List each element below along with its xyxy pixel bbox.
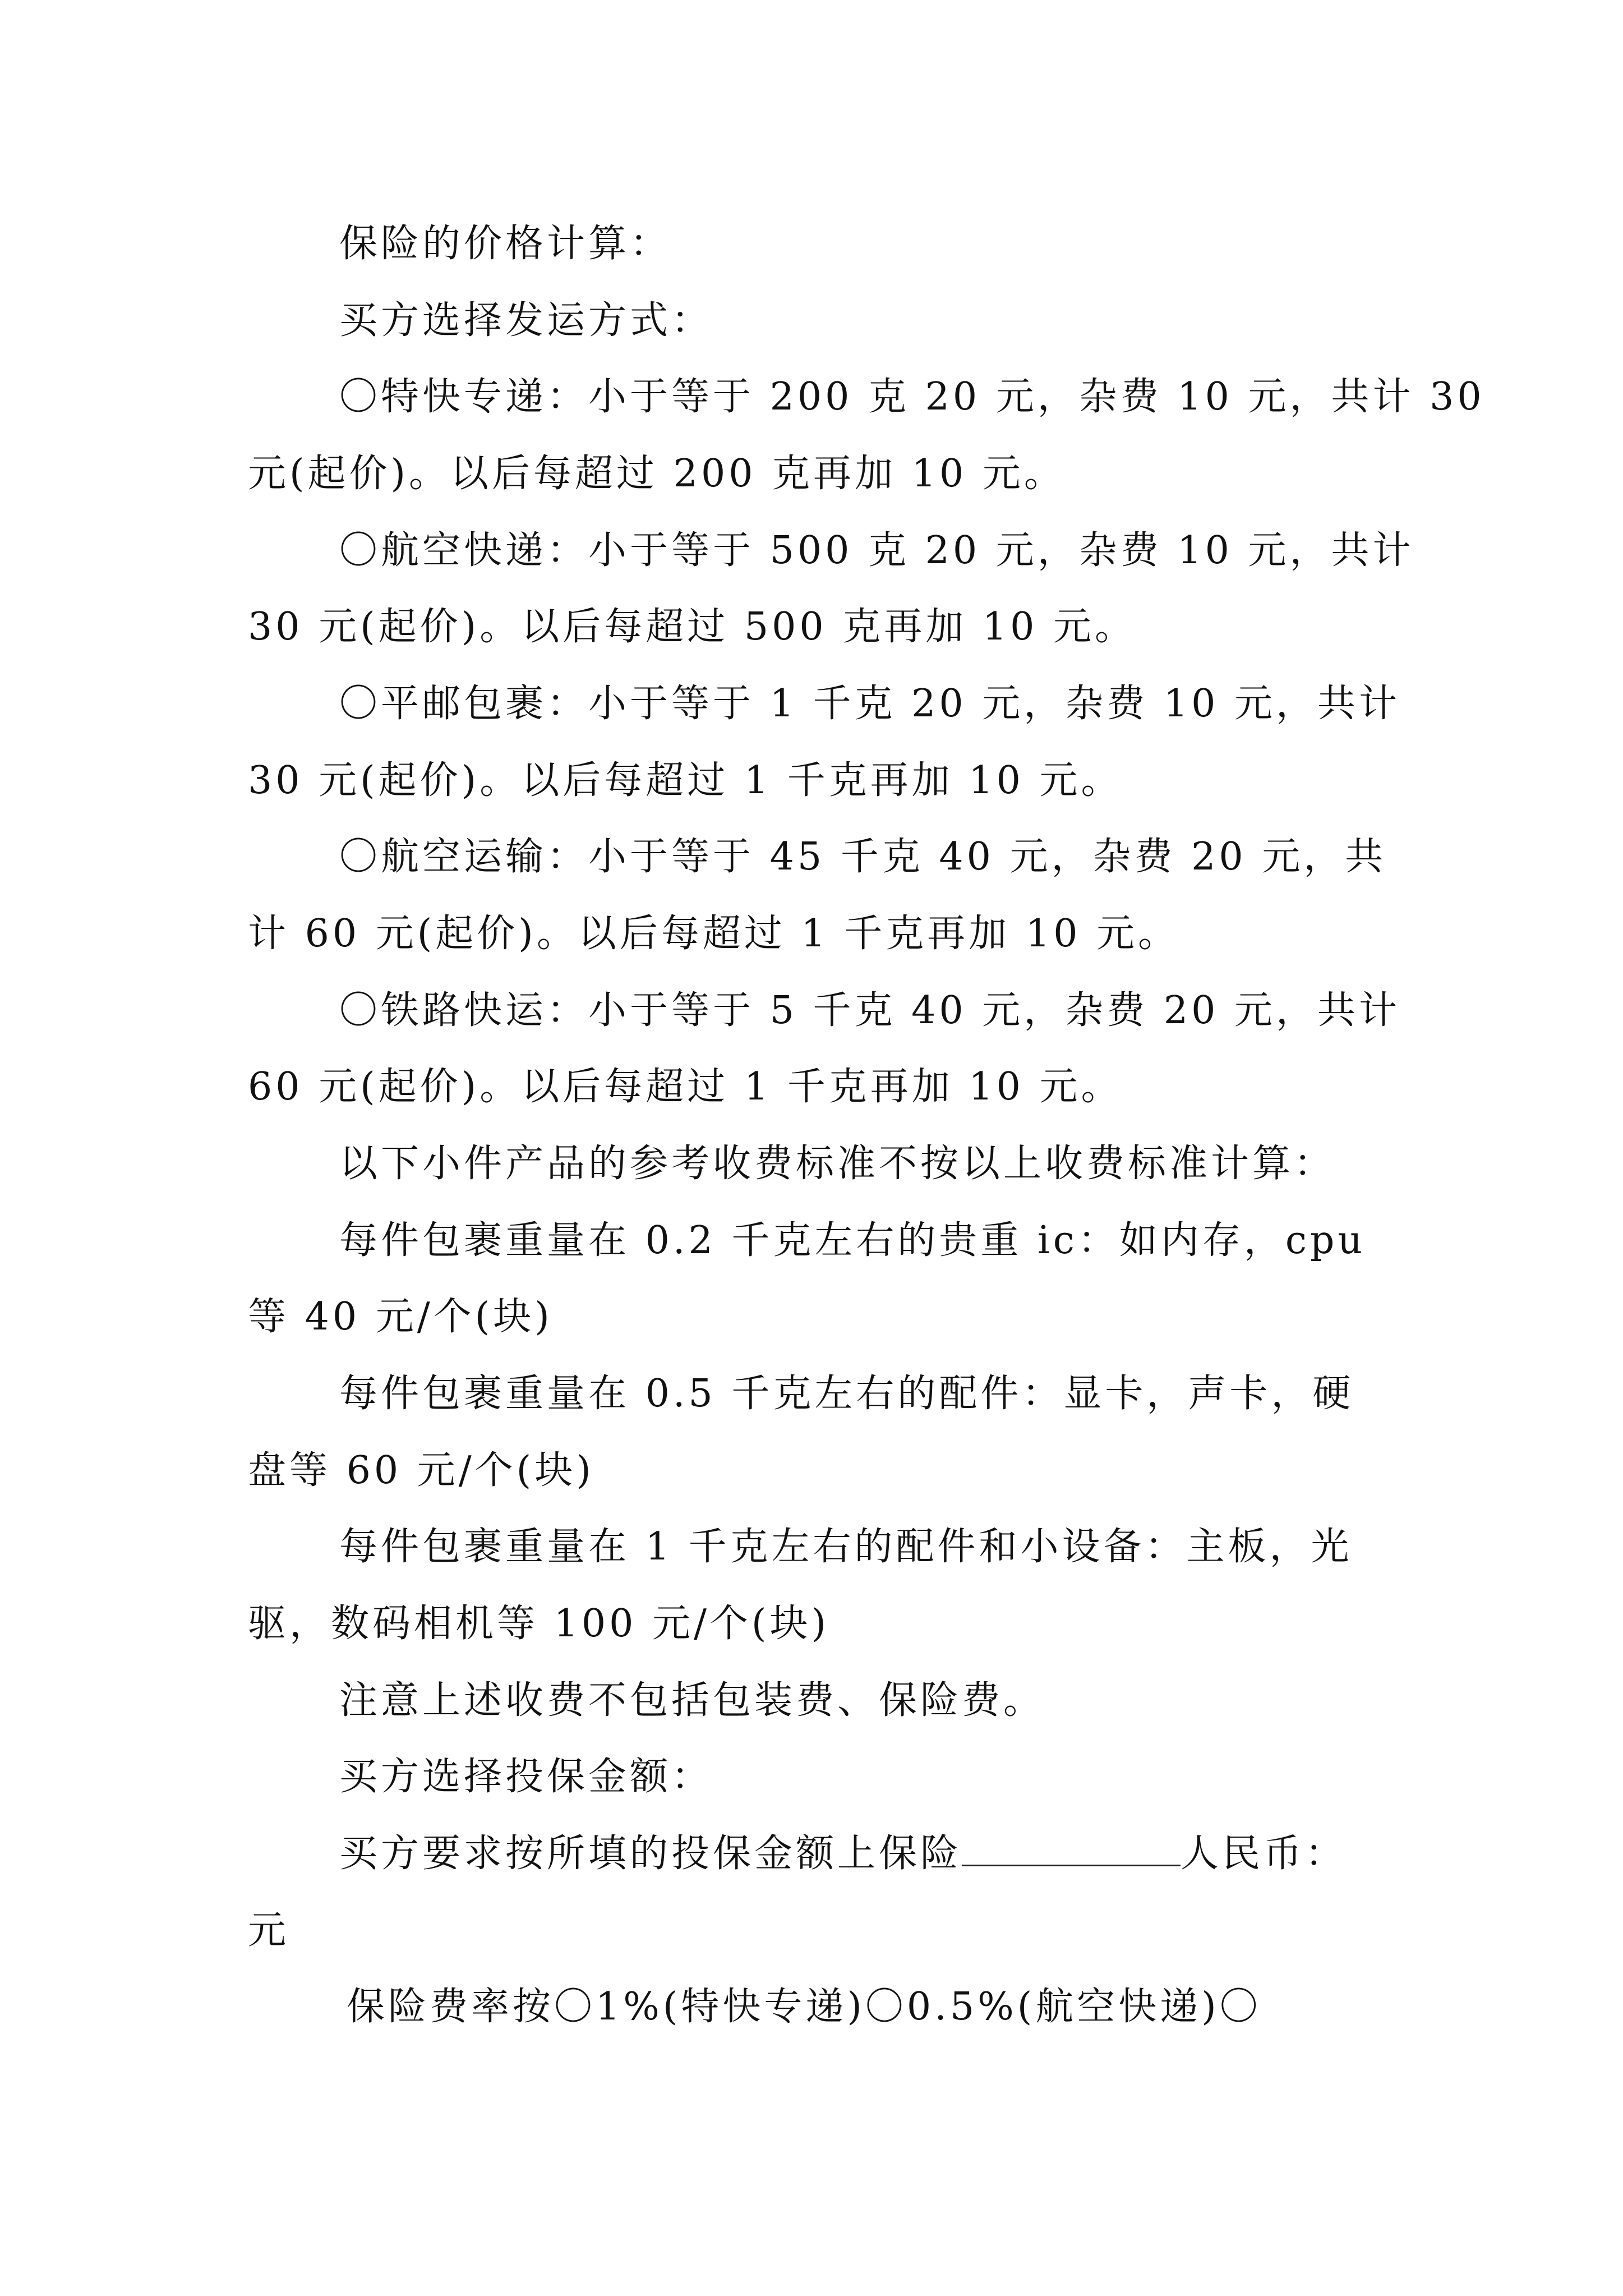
fee-exclusion-note: 注意上述收费不包括包装费、保险费。 — [339, 1678, 1045, 1723]
shipping-method-heading: 买方选择发运方式： — [339, 298, 713, 343]
insurance-rate-line: 保险费率按〇1%(特快专递)〇0.5%(航空快递)〇 — [347, 1985, 1261, 2029]
insured-amount-heading: 买方选择投保金额： — [339, 1755, 713, 1799]
small-item-ic-line2: 等 40 元/个(块) — [248, 1295, 553, 1339]
insured-amount-line — [339, 1832, 1347, 1876]
option-rail-express-line2: 60 元(起价)。以后每超过 1 千克再加 10 元。 — [248, 1065, 1123, 1109]
small-item-card-line1: 每件包裹重量在 0.5 千克左右的配件：显卡，声卡，硬 — [339, 1372, 1354, 1416]
option-air-freight-line2: 计 60 元(起价)。以后每超过 1 千克再加 10 元。 — [248, 912, 1180, 956]
option-express-line1: 〇特快专递：小于等于 200 克 20 元，杂费 10 元，共计 30 — [339, 375, 1485, 419]
option-rail-express-line1: 〇铁路快运：小于等于 5 千克 40 元，杂费 20 元，共计 — [339, 988, 1401, 1033]
small-item-board-line1: 每件包裹重量在 1 千克左右的配件和小设备：主板，光 — [339, 1525, 1353, 1569]
currency-label: 人民币： — [1181, 1832, 1347, 1876]
option-express-line2: 元(起价)。以后每超过 200 克再加 10 元。 — [248, 452, 1066, 496]
insured-amount-label: 买方要求按所填的投保金额上保险 — [339, 1832, 962, 1876]
option-surface-parcel-line2: 30 元(起价)。以后每超过 1 千克再加 10 元。 — [248, 758, 1123, 803]
currency-unit: 元 — [248, 1908, 290, 1953]
option-air-freight-line1: 〇航空运输：小于等于 45 千克 40 元，杂费 20 元，共 — [339, 835, 1387, 879]
small-item-board-line2: 驱，数码相机等 100 元/个(块) — [248, 1602, 829, 1646]
option-surface-parcel-line1: 〇平邮包裹：小于等于 1 千克 20 元，杂费 10 元，共计 — [339, 682, 1401, 726]
small-item-ic-line1: 每件包裹重量在 0.2 千克左右的贵重 ic：如内存，cpu — [339, 1218, 1366, 1263]
option-air-express-line1: 〇航空快递：小于等于 500 克 20 元，杂费 10 元，共计 — [339, 528, 1414, 573]
insured-amount-blank[interactable] — [962, 1833, 1181, 1866]
option-air-express-line2: 30 元(起价)。以后每超过 500 克再加 10 元。 — [248, 605, 1136, 649]
section-heading-insurance-price: 保险的价格计算： — [339, 222, 672, 266]
small-items-note: 以下小件产品的参考收费标准不按以上收费标准计算： — [339, 1142, 1336, 1186]
small-item-card-line2: 盘等 60 元/个(块) — [248, 1448, 594, 1493]
